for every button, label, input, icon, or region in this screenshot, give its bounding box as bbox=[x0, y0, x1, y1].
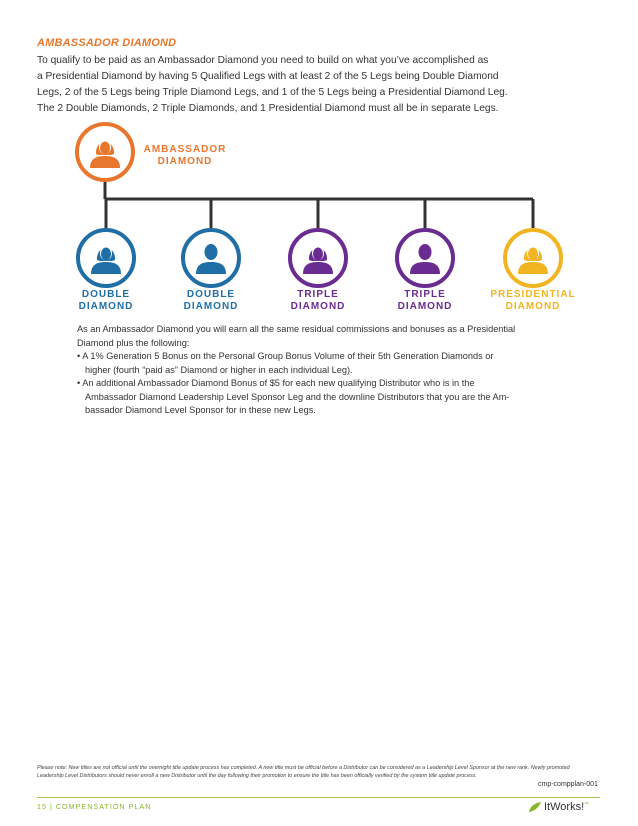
section-title: AMBASSADOR DIAMOND bbox=[37, 37, 177, 49]
connector-lines bbox=[105, 182, 533, 228]
root-ambassador-node bbox=[77, 124, 133, 180]
leg-rank-label-line2: DIAMOND bbox=[505, 301, 561, 312]
bullet-line: bassador Diamond Level Sponsor for in these new Legs. bbox=[85, 405, 316, 415]
leg-rank-label-line1: PRESIDENTIAL bbox=[490, 289, 576, 300]
benefits-lead bbox=[77, 323, 577, 350]
leg-node-1 bbox=[78, 230, 134, 286]
disclaimer-line: Leadership Level Distributors should never enroll a new Distributor until the day following their promotion to ensure the title has been officially verified by the system title update process. bbox=[37, 772, 477, 779]
leg-rank-label-triple-diamond bbox=[263, 289, 373, 313]
root-rank-label bbox=[130, 144, 240, 168]
leg-rank-label-line1: DOUBLE bbox=[186, 289, 236, 300]
brand-wordmark bbox=[544, 801, 589, 813]
leg-rank-label-line2: DIAMOND bbox=[290, 301, 346, 312]
footer-divider bbox=[37, 797, 600, 798]
leg-rank-label-line2: DIAMOND bbox=[78, 301, 134, 312]
bullet-line: • An additional Ambassador Diamond Bonus of $5 for each new qualifying Distributor who is in the bbox=[77, 378, 475, 388]
benefits-lead-line: As an Ambassador Diamond you will earn all the same residual commissions and bonuses as a Presidential bbox=[77, 324, 516, 334]
leg-rank-label-line2: DIAMOND bbox=[397, 301, 453, 312]
leg-rank-label-double-diamond bbox=[156, 289, 266, 313]
leg-node-2 bbox=[183, 230, 239, 286]
intro-line: a Presidential Diamond by having 5 Qualified Legs with at least 2 of the 5 Legs being Double Diamond bbox=[37, 71, 499, 82]
leg-rank-label-line1: TRIPLE bbox=[297, 289, 339, 300]
brand-leaf-icon bbox=[528, 801, 542, 813]
intro-line: The 2 Double Diamonds, 2 Triple Diamonds, and 1 Presidential Diamond must all be in separate Legs. bbox=[37, 103, 499, 114]
root-rank-label-line1: AMBASSADOR bbox=[143, 144, 227, 155]
bullet-line: • A 1% Generation 5 Bonus on the Personal Group Bonus Volume of their 5th Generation Diamonds or bbox=[77, 351, 494, 361]
leg-rank-label-line1: DOUBLE bbox=[81, 289, 131, 300]
brand-trademark: ™ bbox=[584, 801, 590, 808]
benefits-lead-line: Diamond plus the following: bbox=[77, 337, 190, 348]
brand-prefix: It bbox=[544, 801, 551, 813]
brand-name: Works! bbox=[550, 801, 585, 813]
leg-node-4 bbox=[397, 230, 453, 286]
leg-rank-label-triple-diamond bbox=[370, 289, 480, 313]
intro-line: To qualify to be paid as an Ambassador Diamond you need to build on what you’ve accomplished as bbox=[37, 55, 489, 66]
leg-node-5 bbox=[505, 230, 561, 286]
leg-rank-label-presidential-diamond bbox=[478, 289, 588, 313]
root-rank-label-line2: DIAMOND bbox=[157, 156, 213, 167]
leg-rank-label-double-diamond bbox=[51, 289, 161, 313]
bullet-ambassador-diamond-bonus bbox=[77, 377, 577, 418]
disclaimer-note bbox=[37, 765, 607, 780]
leg-tree-diagram bbox=[0, 0, 638, 320]
bullet-generation-5-bonus bbox=[77, 350, 577, 377]
bullet-line: higher (fourth “paid as” Diamond or higher in each individual Leg). bbox=[85, 364, 353, 375]
leg-rank-label-line1: TRIPLE bbox=[404, 289, 446, 300]
intro-line: Legs, 2 of the 5 Legs being Triple Diamond Legs, and 1 of the 5 Legs being a Presidential Diamond Leg. bbox=[37, 87, 508, 98]
disclaimer-line: Please note: New titles are not official until the overnight title update process has completed. A new title must be official before a Distributor can be considered as a Leadership Level Sponsor at the new rank. Newly promoted bbox=[37, 765, 570, 771]
leg-rank-label-line2: DIAMOND bbox=[183, 301, 239, 312]
leg-node-3 bbox=[290, 230, 346, 286]
bullet-line: Ambassador Diamond Leadership Level Sponsor Leg and the downline Distributors that you are the Am- bbox=[85, 391, 510, 402]
benefits-section bbox=[77, 323, 577, 418]
page-footer-label: 15 | COMPENSATION PLAN bbox=[37, 802, 152, 811]
brand-logo bbox=[528, 801, 589, 813]
document-id: cmp-compplan-001 bbox=[538, 781, 598, 788]
